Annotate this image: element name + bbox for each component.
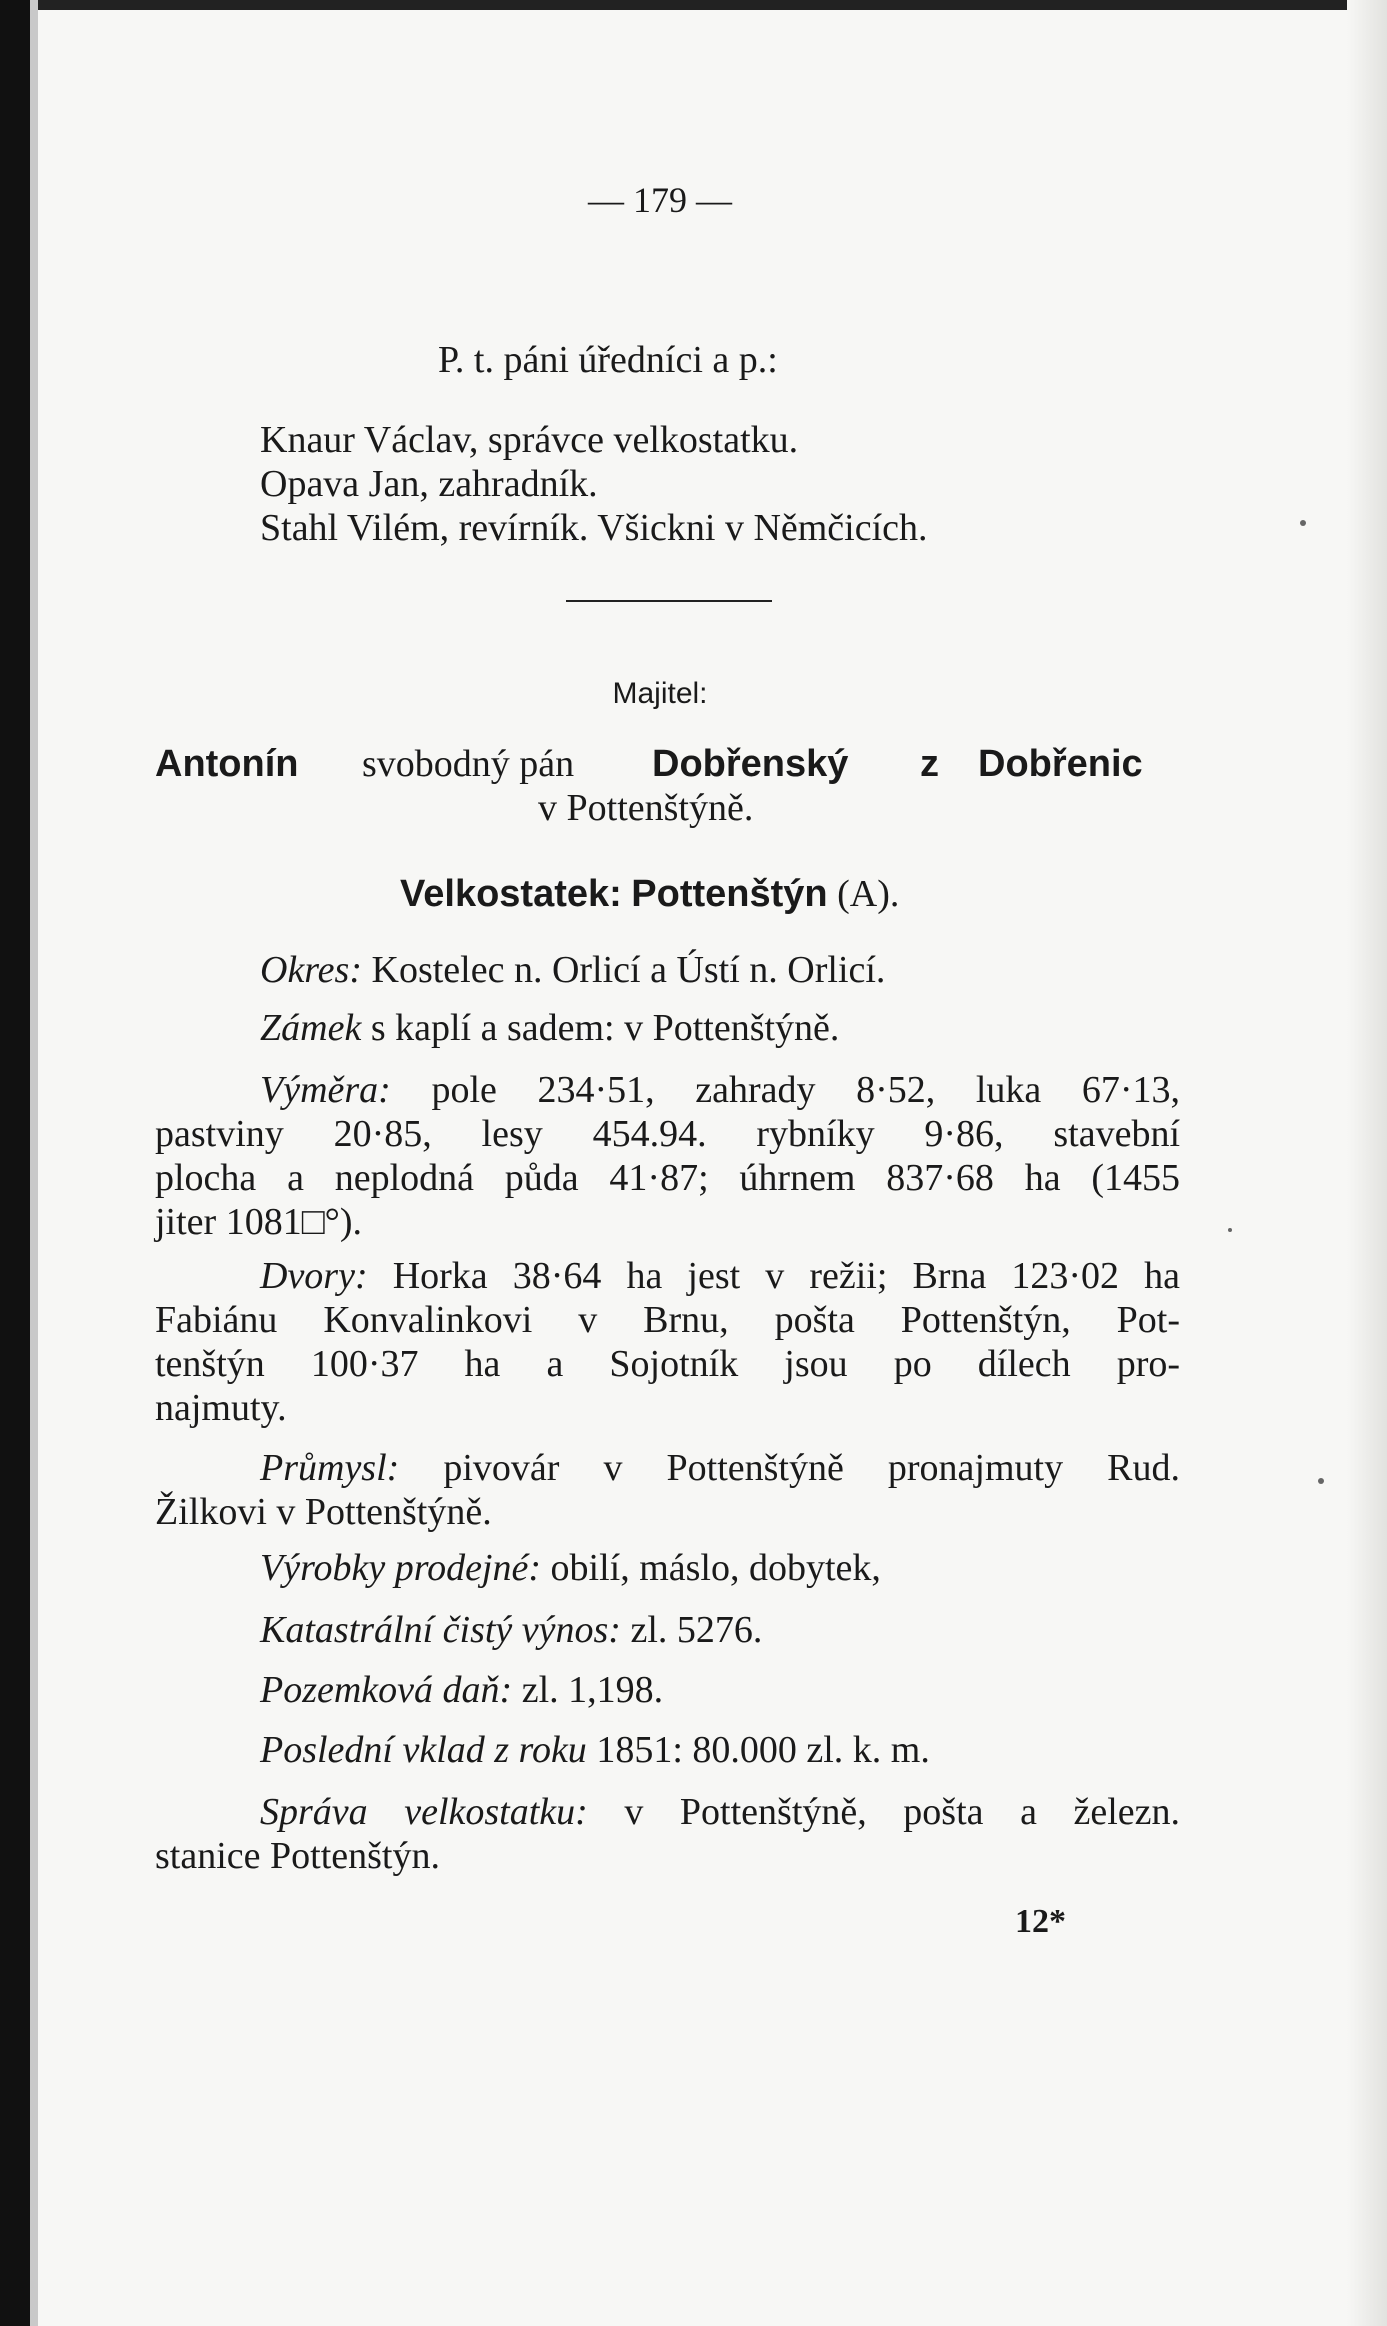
okres-value: Kostelec n. Orlicí a Ústí n. Orlicí. <box>371 949 886 991</box>
section-divider <box>566 600 772 602</box>
owner-name-z: z <box>920 743 939 785</box>
officials-heading: P. t. páni úředníci a p.: <box>438 339 778 381</box>
katastr-label: Katastrální čistý výnos: <box>260 1609 621 1651</box>
vyrobky-value: obilí, máslo, dobytek, <box>550 1547 881 1589</box>
signature-mark: 12* <box>1015 1903 1066 1940</box>
vklad-value: 1851: 80.000 zl. k. m. <box>596 1729 930 1771</box>
vymera-line-2: pastviny 20·85, lesy 454.94. rybníky 9·86, stavební <box>155 1113 1180 1155</box>
katastr-value: zl. 5276. <box>630 1609 763 1651</box>
zamek-label: Zámek <box>260 1007 362 1049</box>
scan-binding-shadow <box>30 0 38 2326</box>
zamek-value: s kaplí a sadem: v Pottenštýně. <box>370 1007 840 1049</box>
prumysl-line-1: pivovár v Pottenštýně pronajmuty Rud. <box>443 1447 1180 1489</box>
dvory-line-2: Fabiánu Konvalinkovi v Brnu, pošta Pottenštýn, Pot- <box>155 1299 1180 1341</box>
sprava-line-2: stanice Pottenštýn. <box>155 1835 440 1877</box>
scan-speck <box>1228 1228 1232 1232</box>
sprava-label: Správa velkostatku: <box>260 1791 588 1833</box>
estate-label: Velkostatek: <box>400 873 622 915</box>
dvory-line-3: tenštýn 100·37 ha a Sojotník jsou po dílech pro- <box>155 1343 1180 1385</box>
okres-label: Okres: <box>260 949 362 991</box>
dan-value: zl. 1,198. <box>521 1669 664 1711</box>
dvory-line-4: najmuty. <box>155 1387 287 1429</box>
vymera-line-1: pole 234·51, zahrady 8·52, luka 67·13, <box>431 1069 1180 1111</box>
prumysl-line-2: Žilkovi v Pottenštýně. <box>155 1491 492 1533</box>
vklad-label: Poslední vklad z roku <box>260 1729 587 1771</box>
owner-residence: v Pottenštýně. <box>538 787 754 829</box>
vymera-label: Výměra: <box>260 1069 391 1111</box>
scan-right-shade <box>1347 0 1387 2326</box>
vyrobky-label: Výrobky prodejné: <box>260 1547 542 1589</box>
scan-top-edge <box>0 0 1387 10</box>
official-line-3: Stahl Vilém, revírník. Všickni v Němčicích. <box>260 507 928 549</box>
official-line-2: Opava Jan, zahradník. <box>260 463 598 505</box>
dvory-line-1: Horka 38·64 ha jest v režii; Brna 123·02 ha <box>392 1255 1180 1297</box>
dan-label: Pozemková daň: <box>260 1669 513 1711</box>
vymera-line-3: plocha a neplodná půda 41·87; úhrnem 837·68 ha (1455 <box>155 1157 1180 1199</box>
scan-binding-edge <box>0 0 30 2326</box>
scan-speck <box>1300 520 1306 526</box>
official-line-1: Knaur Václav, správce velkostatku. <box>260 419 799 461</box>
owner-label: Majitel: <box>612 677 708 710</box>
page-number: — 179 — <box>588 180 732 220</box>
owner-name-last: Dobřenic <box>978 743 1143 785</box>
prumysl-label: Průmysl: <box>260 1447 400 1489</box>
owner-name-first: Antonín <box>155 743 299 785</box>
owner-name-mid: svobodný pán <box>362 743 575 785</box>
estate-code: (A). <box>837 873 900 915</box>
vymera-line-4: jiter 1081□°). <box>155 1201 362 1243</box>
scan-speck <box>1318 1478 1324 1484</box>
sprava-line-1: v Pottenštýně, pošta a železn. <box>624 1791 1181 1833</box>
estate-name: Pottenštýn <box>631 873 828 915</box>
owner-name-family: Dobřenský <box>652 743 849 785</box>
dvory-label: Dvory: <box>260 1255 368 1297</box>
